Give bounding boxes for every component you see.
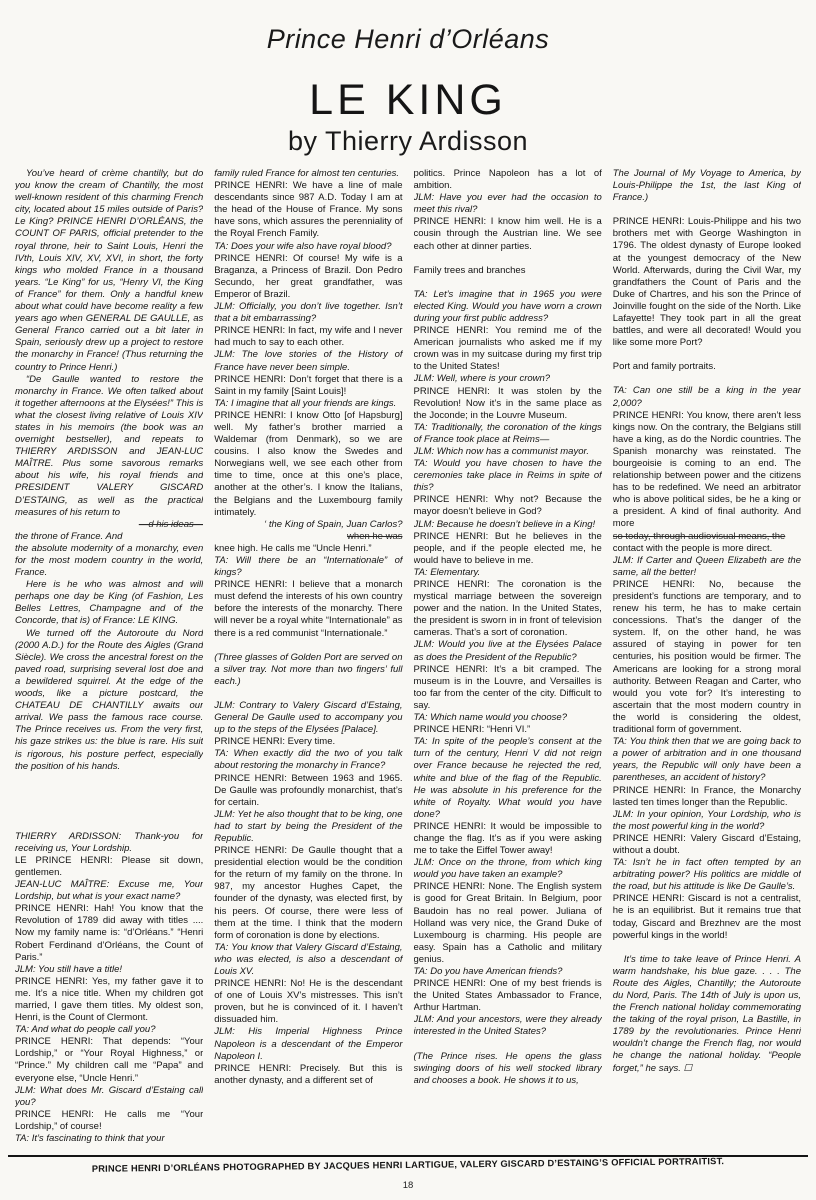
- article-paragraph: PRINCE HENRI: It was stolen by the Revolution! Now it’s in the same place as the Joconde; in the Louvre Museum.: [413, 385, 602, 421]
- article-paragraph: politics. Prince Napoleon has a lot of ambition.: [413, 168, 602, 192]
- article-paragraph: PRINCE HENRI: But he believes in the people, and if the people elected me, he would have to believe in me.: [413, 530, 602, 566]
- article-paragraph: —d his ideas—: [138, 518, 204, 530]
- article-paragraph: PRINCE HENRI: Louis-Philippe and his two brothers met with George Washington in 1796. The oldest dynasty of Europe looked at the youngest democracy of the New World. Afterwards, during the Civil War, my grandfathers the Count of Paris and the Duke of Chartres, and his son the Prince of Joinville fought on the side of the North. Like Lafayette! They took part in all the great battles, and were all decorated! Would you like some more Port?: [612, 216, 801, 349]
- article-paragraph: JLM: Would you live at the Elysées Palace as does the President of the Republic?: [413, 639, 602, 663]
- article-paragraph: TA: You think then that we are going back to a power of arbitration and in one thousand years, the Republic will only have been a parentheses, an accident of history?: [612, 736, 801, 784]
- article-paragraph: TA: Traditionally, the coronation of the kings of France took place at Reims—: [413, 421, 602, 445]
- article-kicker: Prince Henri d’Orléans: [266, 24, 550, 54]
- article-paragraph: PRINCE HENRI: I know Otto [of Hapsburg] well. My father’s brother married a Waldemar (from Denmark), so we are cousins. I also know the Swedes and Norwegians well, we see each other from time to time, once at this one’s place, another at the other’s. I know the Italians, the Belgians and the Luxembourg family intimately.: [214, 409, 403, 518]
- article-title: LE KING: [309, 76, 507, 124]
- article-paragraph: PRINCE HENRI: Between 1963 and 1965. De Gaulle was profoundly monarchist, that’s for certain.: [214, 772, 403, 808]
- article-paragraph: PRINCE HENRI: Don’t forget that there is a Saint in my family [Saint Louis]!: [214, 373, 403, 397]
- article-paragraph: PRINCE HENRI: One of my best friends is the United States Ambassador to France, Arthur Hartman.: [413, 978, 602, 1014]
- article-paragraph: PRINCE HENRI: Of course! My wife is a Braganza, a Princess of Brazil. Don Pedro Secundo, her great grandfather, was Emperor of Brazil.: [214, 252, 403, 300]
- article-paragraph: contact with the people is more direct.: [612, 542, 773, 554]
- article-paragraph: Family trees and branches: [413, 264, 526, 276]
- article-paragraph: PRINCE HENRI: The coronation is the mystical marriage between the sovereign power and the nation. In the United States, the president is sworn in in front of television cameras. That’s a sort of coronation.: [413, 579, 602, 639]
- article-paragraph: TA: Do you have American friends?: [413, 966, 563, 977]
- article-paragraph: PRINCE HENRI: You remind me of the American journalists who asked me if my crown was in my suitcase during my first trip to the United States!: [413, 325, 602, 373]
- article-paragraph: TA: Isn’t he in fact often tempted by an arbitrating power? His politics are middle of the road, but his attitude is like De Gaulle’s.: [612, 857, 801, 893]
- article-paragraph: PRINCE HENRI: It would be impossible to change the flag. It’s as if you were asking me to take the Eiffel Tower away!: [413, 820, 602, 857]
- article-paragraph: PRINCE HENRI: I believe that a monarch must defend the interests of his own country before the interests of the monarchy. There will never be a royal white “Internationale” as there is a red communist “Internationale.”: [214, 579, 403, 639]
- article-paragraph: PRINCE HENRI: “Henri VI.”: [413, 724, 531, 736]
- article-paragraph: family ruled France for almost ten centuries.: [214, 168, 400, 179]
- article-paragraph: JLM: And your ancestors, were they already interested in the United States?: [413, 1014, 602, 1038]
- article-paragraph: PRINCE HENRI: In France, the Monarchy lasted ten times longer than the Republic.: [612, 784, 801, 808]
- article-paragraph: PRINCE HENRI: I know him well. He is a cousin through the Austrian line. We see each other at dinner parties.: [413, 216, 602, 252]
- article-paragraph: PRINCE HENRI: Giscard is not a centralist, he is an equilibrist. But it remains true that today, Giscard and Brezhnev are the most powerful kings in the world!: [612, 893, 801, 941]
- article-paragraph: PRINCE HENRI: Why not? Because the mayor doesn’t believe in God?: [413, 494, 602, 518]
- article-paragraph: PRINCE HENRI: You know, there aren’t less kings now. On the contrary, the Belgians still have a king, as do the Nordic countries. The Spanish monarchy was reinstated. The bourgeoisie is coming to an end. The relationship between power and the citizens has to be redefined. We need an arbitrator who is above political sides, be he a king or a president. A kind of final authority. And more: [612, 409, 801, 530]
- article-paragraph: JLM: You still have a title!: [15, 963, 123, 975]
- article-paragraph: the absolute modernity of a monarchy, even for the most modern country in the world, France.: [15, 542, 204, 579]
- article-paragraph: PRINCE HENRI: We have a line of male descendants since 987 A.D. Today I am at the head of the House of France. My sons have sons, which assures the perenniality of the Royal French Family.: [214, 180, 403, 240]
- article-paragraph: PRINCE HENRI: He calls me “Your Lordship,” of course!: [15, 1108, 204, 1132]
- article-paragraph: TA: When exactly did the two of you talk about restoring the monarchy in France?: [214, 748, 403, 772]
- article-paragraph: JLM: What does Mr. Giscard d’Estaing call you?: [15, 1084, 204, 1108]
- article-paragraph: so today, through audiovisual means, the: [612, 530, 786, 542]
- article-body: [15, 168, 801, 1152]
- article-paragraph: PRINCE HENRI: That depends: “Your Lordship,” or “Your Royal Highness,” or “Prince.” My children call me “Papa” and everyone else, “Uncle Henri.”: [15, 1036, 204, 1084]
- article-paragraph: TA: Will there be an “Internationale” of kings?: [214, 555, 403, 579]
- article-paragraph: TA: Elementary.: [413, 566, 481, 578]
- article-paragraph: PRINCE HENRI: Valery Giscard d’Estaing, without a doubt.: [612, 832, 801, 856]
- article-paragraph: PRINCE HENRI: De Gaulle thought that a presidential election would be the condition for the return of my family on the throne. In 987, my ancestor Hughes Capet, the founder of the dynasty, was elected first, by his peers. Of course, there were less of them at the time. I think that the modern form of coronation is done by elections.: [214, 845, 403, 941]
- article-paragraph: JLM: In your opinion, Your Lordship, who is the most powerful king in the world?: [612, 808, 801, 832]
- article-paragraph: TA: It’s fascinating to think that your: [15, 1133, 165, 1145]
- article-paragraph: JLM: Have you ever had the occasion to meet this rival?: [413, 192, 602, 216]
- article-paragraph: PRINCE HENRI: Every time.: [214, 736, 336, 748]
- article-paragraph: PRINCE HENRI: It’s a bit cramped. The museum is in the Louvre, and Versailles is too far from the center of the city. Difficult to say.: [413, 663, 602, 711]
- article-paragraph: JLM: Contrary to Valery Giscard d’Estaing, General De Gaulle used to accompany you up to the steps of the Elysées [Palace].: [214, 699, 403, 736]
- article-paragraph: TA: Would you have chosen to have the ceremonies take place in Reims in spite of this?: [413, 458, 602, 494]
- article-paragraph: JLM: Once on the throne, from which king would you have taken an example?: [413, 857, 602, 881]
- article-paragraph: PRINCE HENRI: Yes, my father gave it to me. It’s a nice title. When my children got married, I gave them titles. My oldest son, Henri, is the Count of Clermont.: [15, 975, 204, 1024]
- article-paragraph: TA: Let’s imagine that in 1965 you were elected King. Would you have worn a crown during your first public address?: [413, 288, 602, 324]
- article-paragraph: PRINCE HENRI: Precisely. But this is another dynasty, and a different set of: [214, 1062, 403, 1086]
- article-paragraph: Port and family portraits.: [612, 361, 716, 373]
- article-paragraph: TA: Can one still be a king in the year 2,000?: [612, 385, 801, 409]
- article-paragraph: PRINCE HENRI: In fact, my wife and I never had much to say to each other.: [214, 325, 403, 349]
- article-paragraph: PRINCE HENRI: Hah! You know that the Revolution of 1789 did away with titles .... Now my family name is: “d’Orléans.” “Henri Robert Ferdinand d’Orléans, the Count of Paris.”: [15, 903, 204, 963]
- article-paragraph: JLM: Yet he also thought that to be king, one had to start by being the President of the Republic.: [214, 808, 403, 844]
- article-paragraph: JLM: Officially, you don’t live together. Isn’t that a bit embarrassing?: [214, 301, 403, 325]
- article-paragraph: JLM: Because he doesn’t believe in a King!: [413, 518, 596, 530]
- article-paragraph: PRINCE HENRI: None. The English system is good for Great Britain. In Belgium, poor Baudoin has no real power. Juliana of Holland was very nice, the Grand Duke of Luxembourg is charming. His people are easy. Spain has a Catholic and military genius.: [413, 881, 602, 965]
- article-column-1: [15, 168, 203, 1152]
- article-paragraph: It’s time to take leave of Prince Henri. A warm handshake, his blue gaze. . . . The Route des Aigles, Chantilly; the Autoroute du Nord, Paris. The 14th of July is upon us, the French national holiday commemorating the taking of the royal prison, La Bastille, in 1789 by the revolutionaries. Prince Henri wouldn’t change the French flag, nor would he change the national holiday. “People forget,” he says. ☐: [612, 953, 801, 1074]
- page-number: 18: [402, 1180, 414, 1191]
- article-byline: by Thierry Ardisson: [287, 126, 529, 156]
- article-paragraph: (The Prince rises. He opens the glass swinging doors of his well stocked library and chooses a book. He shows it to us,: [413, 1050, 602, 1086]
- article-paragraph: TA: I imagine that all your friends are kings.: [214, 397, 397, 409]
- article-paragraph: JEAN-LUC MAÎTRE: Excuse me, Your Lordship, but what is your exact name?: [15, 879, 204, 903]
- article-paragraph: ‘ the King of Spain, Juan Carlos?: [264, 518, 403, 530]
- article-paragraph: PRINCE HENRI: No! He is the descendant of one of Louis XV’s mistresses. This isn’t proven, but he is convinced of it. I haven’t dissuaded him.: [214, 978, 403, 1026]
- article-paragraph: “De Gaulle wanted to restore the monarchy in France. We often talked about it together afternoons at the Elysées!” This is what the closest living relative of Louis XIV states in his memoirs (the book was an overnight bestseller), and repeats to THIERRY ARDISSON and JEAN-LUC MAÎTRE. Plus some savorous remarks about his wife, his royal friends and PRESIDENT VALERY GISCARD D’ESTAING, as well as the practical measures of his return to: [15, 373, 204, 518]
- article-paragraph: THIERRY ARDISSON: Thank-you for receiving us, Your Lordship.: [15, 830, 204, 854]
- article-paragraph: when he was: [347, 530, 403, 542]
- article-paragraph: JLM: Well, where is your crown?: [413, 373, 551, 385]
- article-paragraph: TA: And what do people call you?: [15, 1024, 156, 1036]
- article-paragraph: TA: Which name would you choose?: [413, 712, 567, 724]
- article-paragraph: TA: You know that Valery Giscard d’Estaing, who was elected, is also a descendant of Louis XV.: [214, 941, 403, 977]
- article-column-4: [613, 168, 801, 1152]
- article-paragraph: You’ve heard of crème chantilly, but do you know the cream of Chantilly, the most well-known resident of this charming French city, located about 15 miles outside of Paris? Le King? PRINCE HENRI D’ORLÉANS, the COUNT OF PARIS, official pretender to the royal throne, heir to Saint Louis, Henri the IVth, Louis XIV, XV, XVI, in short, the forty kings who molded France in a thousand years. “Le King” for us, “Henry VI, the King of France” for them. Only a handful knew about what could have become reality a few years ago when GENERAL DE GAULLE, as General Franco carried out a bit later in Spain, seriously drew up a project to restore the monarchy in France! (Thus returning the country to Prince Henri.): [15, 168, 204, 373]
- article-paragraph: JLM: The love stories of the History of France have never been simple.: [214, 349, 403, 373]
- article-paragraph: TA: In spite of the people’s consent at the turn of the century, Henri V did not reign over France because he rejected the red, white and blue of the flag of the Republic. He was absolute in his preference for the white of Royalty. What would you have done?: [413, 736, 602, 820]
- article-column-3: [414, 168, 602, 1152]
- article-paragraph: (Three glasses of Golden Port are served on a silver tray. Not more than two fingers’ full each.): [214, 651, 403, 687]
- article-paragraph: knee high. He calls me “Uncle Henri.”: [214, 542, 372, 554]
- article-paragraph: JLM: Which now has a communist mayor.: [413, 445, 589, 457]
- article-paragraph: JLM: If Carter and Queen Elizabeth are the same, all the better!: [612, 554, 801, 578]
- article-column-2: [214, 168, 402, 1152]
- article-paragraph: JLM: His Imperial Highness Prince Napoleon is a descendant of the Emperor Napoleon I.: [214, 1026, 403, 1062]
- article-paragraph: We turned off the Autoroute du Nord (2000 A.D.) for the Route des Aigles (Grand Siècle). We cross the ancestral forest on the paved road, surprising several lost doe and a bewildered squirrel. At the edge of the woods, like a picture postcard, the CHATEAU DE CHANTILLY awaits our arrival. We pass the famous race course. The Prince receives us. From the very first, his gaze strikes us: the blue is rare. His suit is rigorous, his posture perfect, especially the position of his hands.: [15, 627, 204, 772]
- photo-credit: PRINCE HENRI D’ORLÉANS PHOTOGRAPHED BY JACQUES HENRI LARTIGUE, VALERY GISCARD D’ESTAING’S OFFICIAL PORTRAITIST.: [91, 1156, 725, 1174]
- article-paragraph: The Journal of My Voyage to America, by Louis-Philippe the 1st, the last King of France.): [612, 168, 801, 204]
- article-paragraph: Here is he who was almost and will perhaps one day be King (of Fashion, Les Belles Lettres, Champagne and of the Concorde, that is) of France: LE KING.: [15, 579, 204, 627]
- article-paragraph: TA: Does your wife also have royal blood?: [214, 240, 392, 252]
- article-paragraph: PRINCE HENRI: No, because the president’s functions are temporary, and to renew his term, he has to make certain concessions. That’s the danger of the system. If, on the other hand, he was assured of staying in power for ten centuries, his position would be firmer. The Americans are looking for a strong moral authority. Between Reagan and Carter, who would you vote for? It’s interesting to ascertain that the most modern country in the world is considering the oldest, traditional form of government.: [612, 578, 801, 736]
- article-paragraph: the throne of France. And: [15, 530, 123, 542]
- article-paragraph: LE PRINCE HENRI: Please sit down, gentlemen.: [15, 854, 204, 878]
